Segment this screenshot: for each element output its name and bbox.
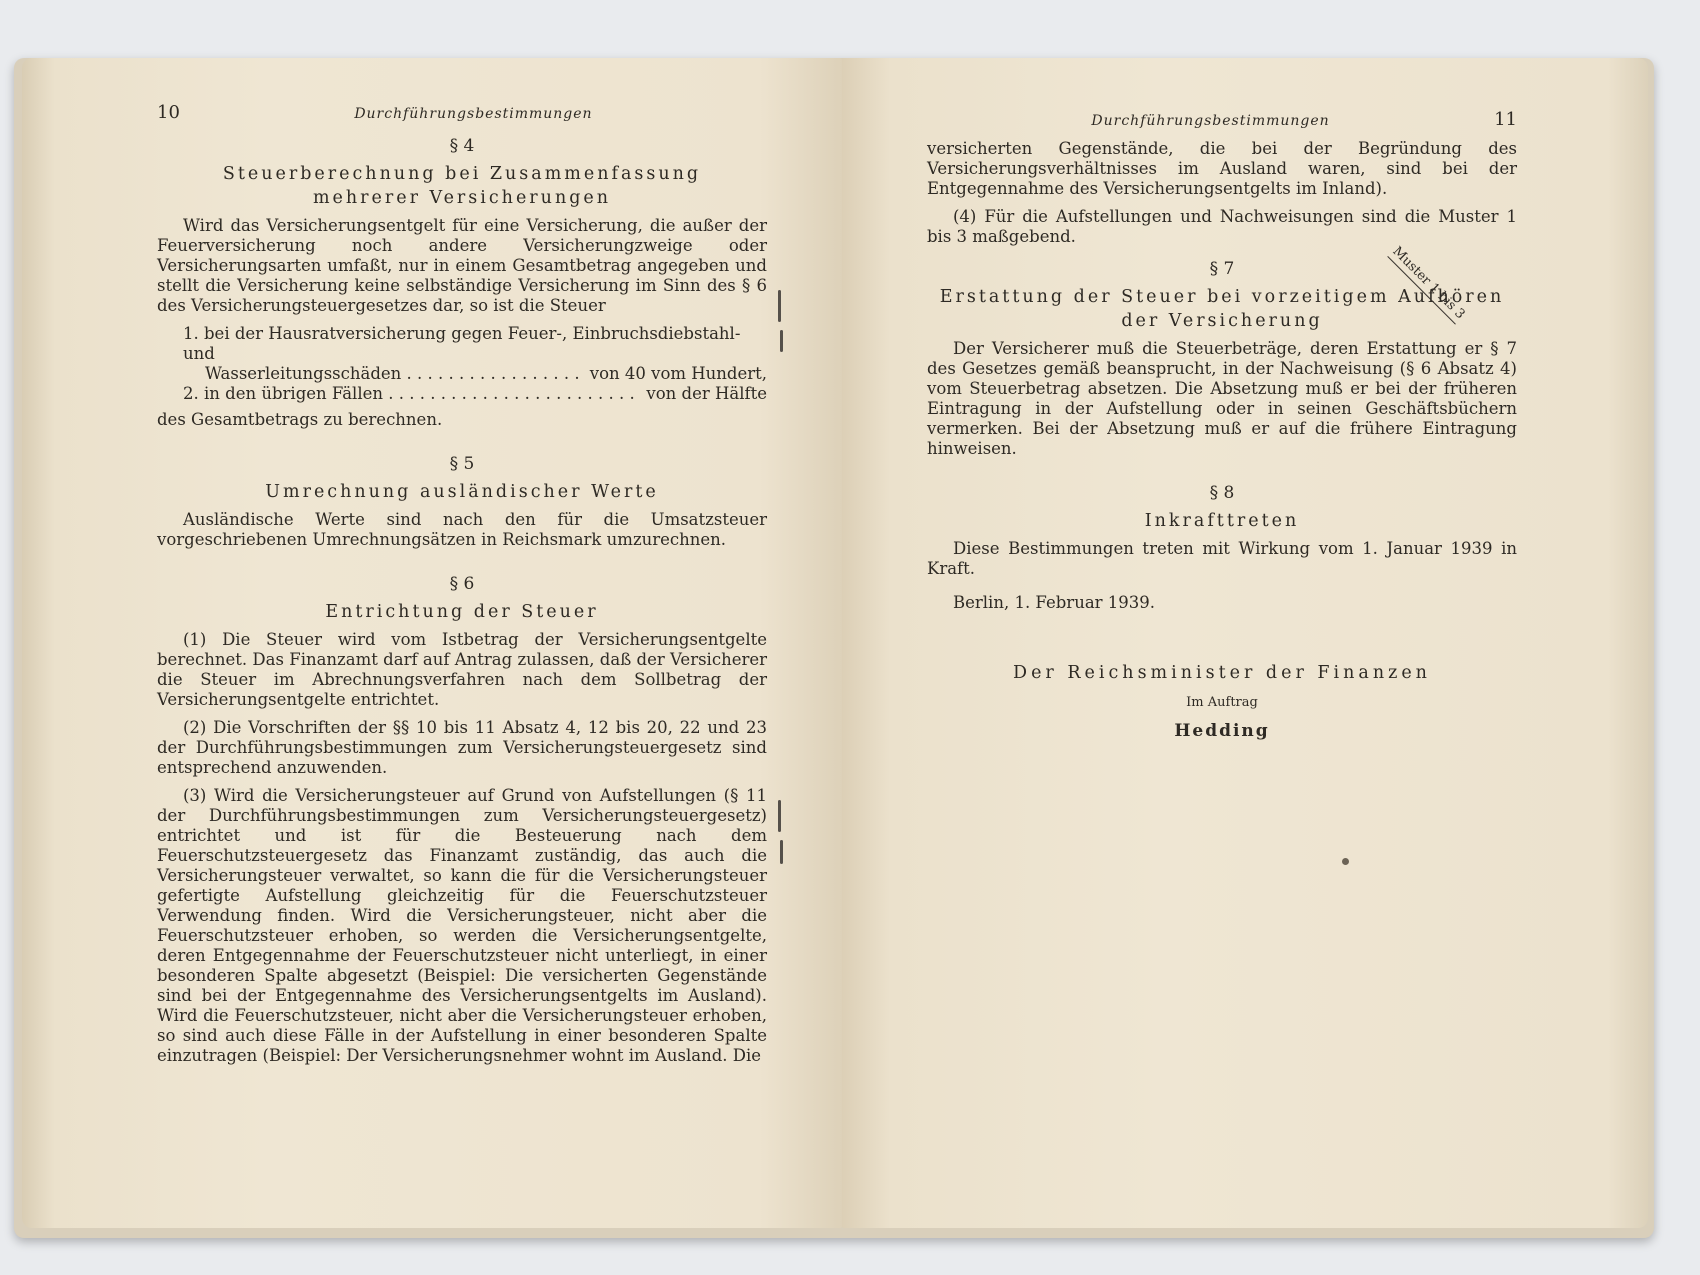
left-running-header bbox=[157, 103, 767, 124]
right-page bbox=[842, 58, 1648, 1228]
signature-authority: Der Reichsminister der Finanzen bbox=[1013, 663, 1431, 683]
list-item-2-label: 2. in den übrigen Fällen . . . bbox=[183, 384, 640, 404]
signature-on-behalf: Im Auftrag bbox=[1186, 695, 1258, 710]
list-item-2 bbox=[183, 384, 767, 404]
margin-note: Muster 1 bis 3 bbox=[1387, 244, 1467, 324]
section-6-number: § 6 bbox=[449, 574, 475, 594]
staple-top-lower bbox=[780, 330, 783, 352]
section-6-paragraph-2: (2) Die Vorschriften der §§ 10 bis 11 Absatz 4, 12 bis 20, 22 und 23 der Durchführungsbestimmungen zum Versicherungsteuergesetz sind entsprechend anzuwenden. bbox=[157, 718, 767, 777]
section-8-number: § 8 bbox=[1209, 483, 1235, 503]
page-number-left: 10 bbox=[157, 102, 180, 123]
section-7-heading-line2: der Versicherung bbox=[1121, 311, 1323, 331]
section-7-number: § 7 bbox=[1209, 259, 1235, 279]
right-running-header bbox=[927, 110, 1517, 131]
section-4-tail: des Gesamtbetrags zu berechnen. bbox=[157, 410, 443, 429]
paragraph-4: (4) Für die Aufstellungen und Nachweisungen sind die Muster 1 bis 3 maßgebend. bbox=[927, 207, 1517, 246]
list-item-1 bbox=[183, 364, 767, 384]
section-6-heading: Entrichtung der Steuer bbox=[325, 602, 599, 622]
running-head-right: Durchführungsbestimmungen bbox=[1091, 113, 1330, 129]
staple-bottom-upper bbox=[778, 800, 781, 832]
section-6-paragraph-3: (3) Wird die Versicherungsteuer auf Grund von Aufstellungen (§ 11 der Durchführungsbestimmungen zum Versicherungsteuergesetz) entrichtet und ist für die Besteuerung nach dem Feuerschutzsteuergesetz das Finanzamt zuständig, das auch die Versicherungsteuer verwaltet, so kann die für die Versicherungsteuer gefertigte Aufstellung gleichzeitig für die Feuerschutzsteuer Verwendung finden. Wird die Versicherungsteuer, nicht aber die Feuerschutzsteuer erhoben, so werden die Versicherungsentgelte, deren Entgegennahme der Feuerschutzsteuer nicht unterliegt, in einer besonderen Spalte abgesetzt (Beispiel: Die versicherten Gegenstände sind bei der Entgegennahme des Versicherungsentgelts im Ausland). Wird die Feuerschutzsteuer, nicht aber die Versicherungsteuer erhoben, so sind auch diese Fälle in der Aufstellung in einer besonderen Spalte einzutragen (Beispiel: Der Versicherungsnehmer wohnt im Ausland. Die bbox=[157, 786, 767, 1065]
list-item-2-value: von der Hälfte bbox=[646, 384, 767, 403]
open-booklet bbox=[14, 58, 1654, 1238]
paper-spot bbox=[1342, 858, 1349, 865]
list-item-1-line1: 1. bei der Hausratversicherung gegen Feuer-, Einbruchsdiebstahl- und bbox=[183, 324, 741, 363]
staple-top-upper bbox=[778, 290, 781, 322]
section-7-paragraph: Der Versicherer muß die Steuerbeträge, deren Erstattung er § 7 des Gesetzes gemäß beansprucht, in der Nachweisung (§ 6 Absatz 4) vom Steuerbetrag absetzen. Die Absetzung muß er bei der früheren Eintragung in der Aufstellung oder in seinen Geschäftsbüchern vermerken. Bei der Absetzung muß er auf die frühere Eintragung hinweisen. bbox=[927, 339, 1517, 458]
section-4-heading-line1: Steuerberechnung bei Zusammenfassung bbox=[222, 164, 702, 184]
section-8-paragraph: Diese Bestimmungen treten mit Wirkung vom 1. Januar 1939 in Kraft. bbox=[927, 539, 1517, 578]
section-4-list bbox=[183, 324, 767, 404]
signature-name: Hedding bbox=[1174, 721, 1270, 741]
section-5-heading: Umrechnung ausländischer Werte bbox=[265, 482, 659, 502]
right-page-content bbox=[927, 109, 1517, 741]
section-6-paragraph-1: (1) Die Steuer wird vom Istbetrag der Versicherungsentgelte berechnet. Das Finanzamt darf auf Antrag zulassen, daß der Versicherer die Steuer im Abrechnungsverfahren nach dem Sollbetrag der Versicherungsentgelte entrichtet. bbox=[157, 630, 767, 709]
left-page-content bbox=[157, 103, 767, 1074]
running-head-left: Durchführungsbestimmungen bbox=[354, 106, 593, 122]
left-page bbox=[22, 58, 842, 1228]
section-4-heading-line2: mehrerer Versicherungen bbox=[312, 188, 612, 208]
section-5-number: § 5 bbox=[449, 454, 475, 474]
section-5-paragraph: Ausländische Werte sind nach den für die Umsatzsteuer vorgeschriebenen Umrechnungsätzen in Reichsmark umzurechnen. bbox=[157, 510, 767, 549]
place-and-date: Berlin, 1. Februar 1939. bbox=[953, 593, 1156, 612]
section-4-paragraph: Wird das Versicherungsentgelt für eine Versicherung, die außer der Feuerversicherung noch andere Versicherungzweige oder Versicherungsarten umfaßt, nur in einem Gesamtbetrag angegeben und stellt die Versicherung keine selbständige Versicherung im Sinn des § 6 des Versicherungsteuergesetzes dar, so ist die Steuer bbox=[157, 216, 767, 315]
section-8-heading: Inkrafttreten bbox=[1144, 511, 1300, 531]
section-4-number: § 4 bbox=[449, 136, 475, 156]
list-item-1-label: Wasserleitungsschäden . . . bbox=[205, 364, 584, 384]
section-7-heading-line1: Erstattung der Steuer bei vorzeitigem Aufhören bbox=[939, 287, 1505, 307]
staple-bottom-lower bbox=[780, 840, 783, 864]
continuation-paragraph: versicherten Gegenstände, die bei der Begründung des Versicherungsverhältnisses im Ausland waren, sind bei der Entgegennahme des Versicherungsentgelts im Inland). bbox=[927, 139, 1517, 198]
list-item-1-value: von 40 vom Hundert, bbox=[589, 364, 767, 383]
page-number-right: 11 bbox=[1494, 109, 1517, 130]
